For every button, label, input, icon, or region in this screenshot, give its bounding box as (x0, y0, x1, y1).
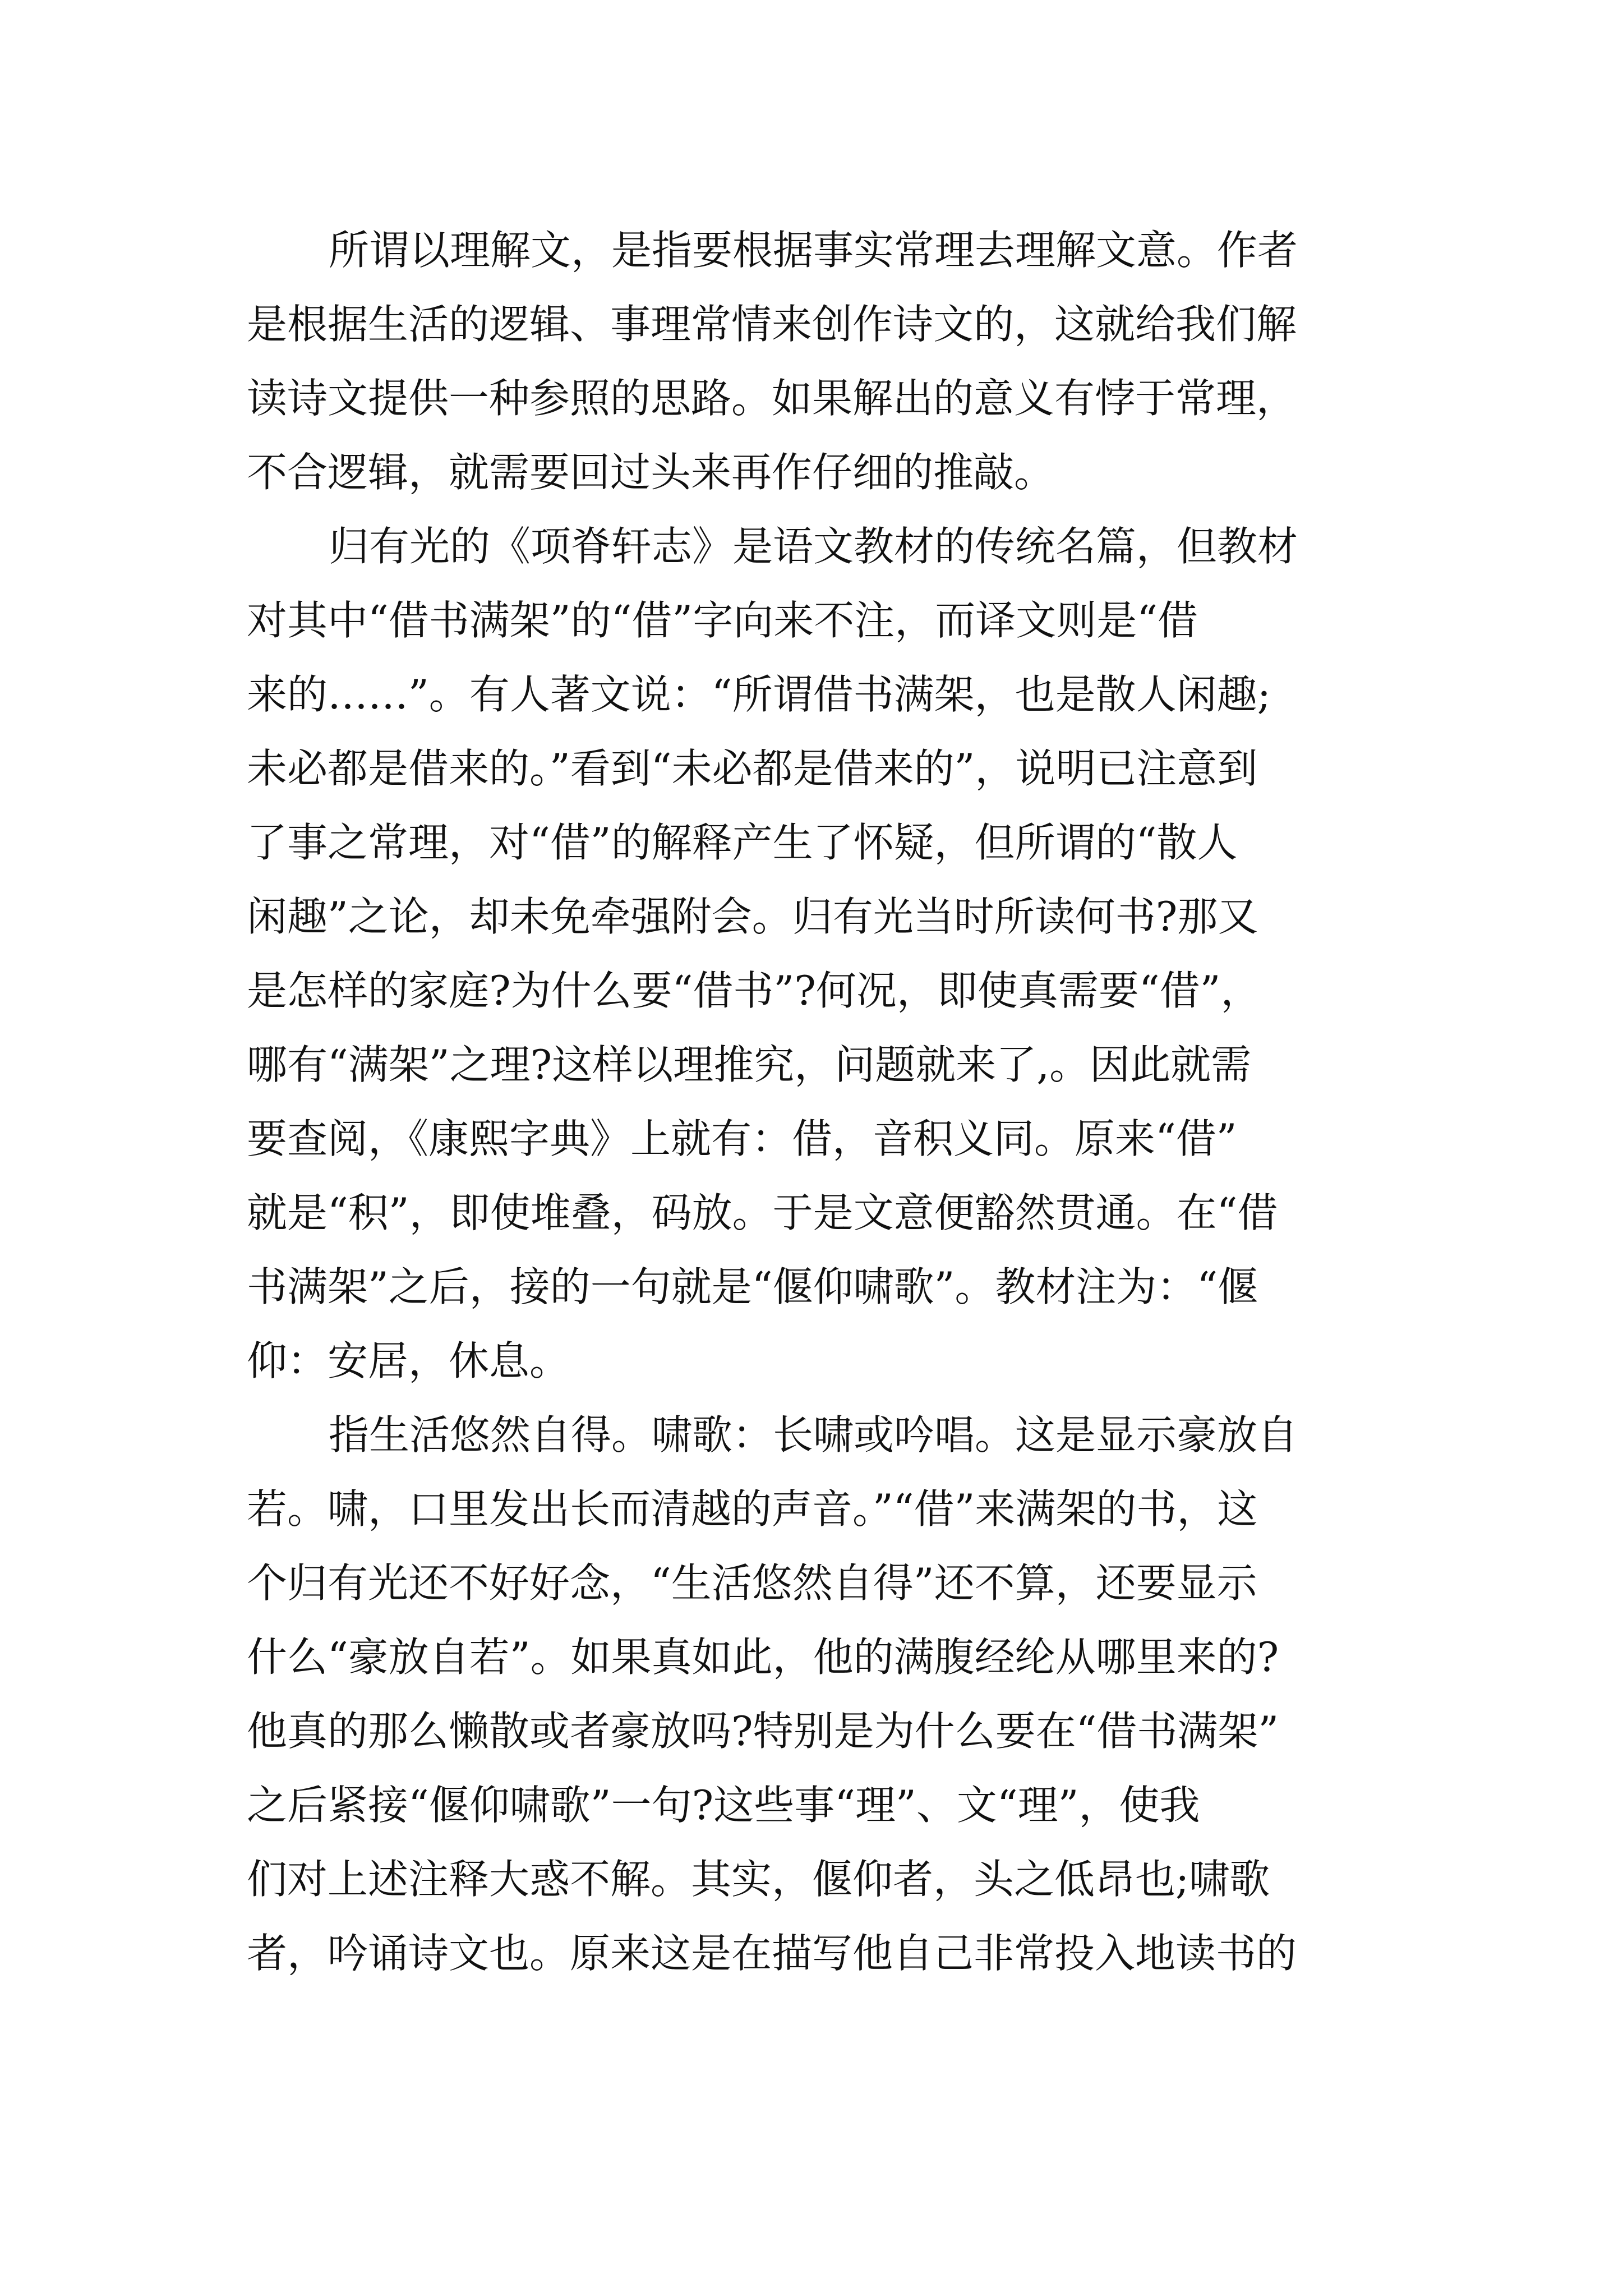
paragraph-1-line-3: 读诗文提供一种参照的思路。如果解出的意义有悖于常理， (247, 375, 1297, 422)
paragraph-2-line-12: 仰：安居，休息。 (247, 1337, 570, 1384)
document-body (247, 213, 1380, 1990)
paragraph-2-line-11: 书满架”之后，接的一句就是“偃仰啸歌”。教材注为：“偃 (247, 1263, 1258, 1310)
paragraph-2-line-5: 了事之常理，对“借”的解释产生了怀疑，但所谓的“散人 (247, 819, 1238, 866)
paragraph-3-line-8: 者，吟诵诗文也。原来这是在描写他自己非常投入地读书的 (247, 1930, 1297, 1977)
paragraph-2-line-1: 归有光的《项脊轩志》是语文教材的传统名篇，但教材 (329, 523, 1298, 570)
paragraph-2-line-9: 要查阅，《康熙字典》上就有：借，音积义同。原来“借” (247, 1115, 1237, 1162)
paragraph-2-line-8: 哪有“满架”之理?这样以理推究，问题就来了,。因此就需 (247, 1041, 1252, 1088)
paragraph-2-line-2: 对其中“借书满架”的“借”字向来不注，而译文则是“借 (247, 597, 1198, 644)
paragraph-1-line-1: 所谓以理解文，是指要根据事实常理去理解文意。作者 (329, 227, 1298, 274)
paragraph-2-line-4: 未必都是借来的。”看到“未必都是借来的”，说明已注意到 (247, 745, 1258, 792)
paragraph-3-line-1: 指生活悠然自得。啸歌：长啸或吟唱。这是显示豪放自 (329, 1411, 1298, 1458)
paragraph-1-line-2: 是根据生活的逻辑、事理常情来创作诗文的，这就给我们解 (247, 301, 1297, 348)
paragraph-3-line-4: 什么“豪放自若”。如果真如此，他的满腹经纶从哪里来的? (247, 1634, 1279, 1681)
paragraph-2-line-7: 是怎样的家庭?为什么要“借书”?何况，即使真需要“借”， (247, 967, 1261, 1014)
paragraph-1-line-4: 不合逻辑，就需要回过头来再作仔细的推敲。 (247, 449, 1055, 496)
paragraph-3-line-5: 他真的那么懒散或者豪放吗?特别是为什么要在“借书满架” (247, 1708, 1279, 1755)
paragraph-2-line-6: 闲趣”之论，却未免牵强附会。归有光当时所读何书?那又 (247, 893, 1258, 940)
paragraph-3-line-6: 之后紧接“偃仰啸歌”一句?这些事“理”、文“理”，使我 (247, 1782, 1200, 1829)
paragraph-3-line-3: 个归有光还不好好念，“生活悠然自得”还不算，还要显示 (247, 1559, 1257, 1607)
paragraph-3-line-7: 们对上述注释大惑不解。其实，偃仰者，头之低昂也;啸歌 (247, 1856, 1270, 1903)
paragraph-3-line-2: 若。啸，口里发出长而清越的声音。”“借”来满架的书，这 (247, 1485, 1258, 1533)
paragraph-2-line-10: 就是“积”，即使堆叠，码放。于是文意便豁然贯通。在“借 (247, 1189, 1278, 1236)
paragraph-2-line-3: 来的……”。有人著文说：“所谓借书满架，也是散人闲趣; (247, 671, 1271, 718)
